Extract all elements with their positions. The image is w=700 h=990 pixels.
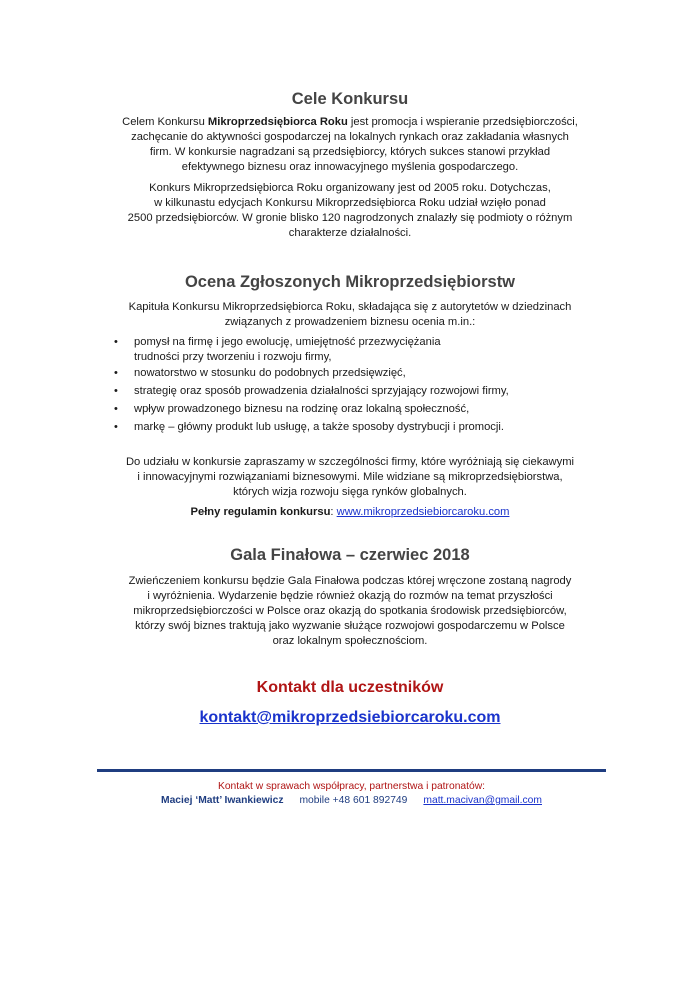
cele-p1-line: firm. W konkursie nagradzani są przedsiębiorcy, których sukces stanowi przykład xyxy=(149,146,551,158)
section-ocena xyxy=(100,272,600,520)
gala-paragraph xyxy=(100,574,600,649)
ocena-intro-line: Kapituła Konkursu Mikroprzedsiębiorca Roku, składająca się z autorytetów w dziedzinach xyxy=(128,301,572,313)
cele-paragraph-1 xyxy=(100,115,600,175)
cele-paragraph-2 xyxy=(100,181,600,241)
cele-p1-text-after: jest promocja i wspieranie przedsiębiorczości, xyxy=(347,116,578,128)
criteria-item xyxy=(106,402,600,417)
gala-line: i wyróżnienia. Wydarzenie będzie również okazją do rozmów na temat przyszłości xyxy=(147,590,553,602)
section-contact xyxy=(100,677,600,729)
footer-label: Kontakt w sprawach współpracy, partnerstwa i patronatów: xyxy=(217,781,486,792)
criteria-item xyxy=(106,366,600,381)
gala-line: którzy swój biznes traktują jako wyzwanie służące rozwojowi gospodarczemu w Polsce xyxy=(135,620,565,632)
criteria-item xyxy=(106,384,600,399)
criteria-item xyxy=(106,420,600,435)
ocena-invite-line: Do udziału w konkursie zapraszamy w szczególności firmy, które wyróżniają się ciekawymi xyxy=(125,456,575,468)
contact-email-link[interactable]: kontakt@mikroprzedsiebiorcaroku.com xyxy=(199,709,501,726)
criteria-item-line: pomysł na firmę i jego ewolucję, umiejętność przezwyciężania xyxy=(134,336,441,348)
contact-email-wrap xyxy=(100,707,600,729)
criteria-item-line: nowatorstwo w stosunku do podobnych przedsięwzięć, xyxy=(134,367,406,379)
footer-mobile: mobile +48 601 892749 xyxy=(299,795,408,806)
cele-p2-line: charakterze działalności. xyxy=(288,227,412,239)
footer-contact-row xyxy=(97,794,606,808)
section-gala xyxy=(100,545,600,649)
gala-line: oraz lokalnym społecznościom. xyxy=(272,635,428,647)
criteria-item-line: wpływ prowadzonego biznesu na rodzinę oraz lokalną społeczność, xyxy=(134,403,470,415)
footer xyxy=(97,780,606,808)
contact-title: Kontakt dla uczestników xyxy=(256,679,444,696)
cele-p1-line: efektywnego biznesu oraz innowacyjnego myślenia gospodarczego. xyxy=(181,161,519,173)
rules-label: Pełny regulamin konkursu xyxy=(190,506,331,518)
section-cele xyxy=(100,89,600,241)
criteria-item-line: trudności przy tworzeniu i rozwoju firmy, xyxy=(134,351,332,363)
cele-p1-text: Celem Konkursu xyxy=(122,116,208,128)
section-title-ocena: Ocena Zgłoszonych Mikroprzedsiębiorstw xyxy=(184,273,516,291)
footer-divider xyxy=(97,769,606,772)
cele-p2-line: Konkurs Mikroprzedsiębiorca Roku organizowany jest od 2005 roku. Dotychczas, xyxy=(149,182,551,194)
criteria-item xyxy=(106,335,600,365)
ocena-invite-line: i innowacyjnymi rozwiązaniami biznesowymi. Mile widziane są mikroprzedsiębiorstwa, xyxy=(137,471,563,483)
ocena-invite-line: których wizja rozwoju sięga rynków globalnych. xyxy=(233,486,467,498)
section-title-gala: Gala Finałowa – czerwiec 2018 xyxy=(230,546,470,564)
criteria-list xyxy=(106,335,600,435)
cele-p2-line: w kilkunastu edycjach Konkursu Mikroprzedsiębiorca Roku udział wzięło ponad xyxy=(154,197,546,209)
criteria-item-line: markę – główny produkt lub usługę, a także sposoby dystrybucji i promocji. xyxy=(134,421,504,433)
cele-p1-bold: Mikroprzedsiębiorca Roku xyxy=(207,116,348,128)
rules-line xyxy=(100,505,600,520)
cele-p1-line: zachęcanie do aktywności gospodarczej na lokalnych rynkach oraz zakładania własnych xyxy=(131,131,569,143)
cele-p2-line: 2500 przedsiębiorców. W gronie blisko 120 nagrodzonych znalazły się podmioty o różnym xyxy=(127,212,573,224)
gala-line: mikroprzedsiębiorczości w Polsce oraz okazją do spotkania środowisk przedsiębiorców, xyxy=(133,605,567,617)
ocena-intro-line: związanych z prowadzeniem biznesu ocenia m.in.: xyxy=(224,316,476,328)
criteria-item-line: strategię oraz sposób prowadzenia działalności sprzyjający rozwojowi firmy, xyxy=(134,385,509,397)
footer-name: Maciej ‘Matt’ Iwankiewicz xyxy=(161,795,284,806)
ocena-invite xyxy=(100,455,600,500)
section-title-cele: Cele Konkursu xyxy=(291,90,409,108)
ocena-intro xyxy=(100,300,600,330)
rules-link[interactable]: www.mikroprzedsiebiorcaroku.com xyxy=(336,506,510,518)
gala-line: Zwieńczeniem konkursu będzie Gala Finałowa podczas której wręczone zostaną nagrody xyxy=(128,575,572,587)
footer-email-link[interactable]: matt.macivan@gmail.com xyxy=(423,795,542,806)
rules-separator: : xyxy=(330,506,337,518)
